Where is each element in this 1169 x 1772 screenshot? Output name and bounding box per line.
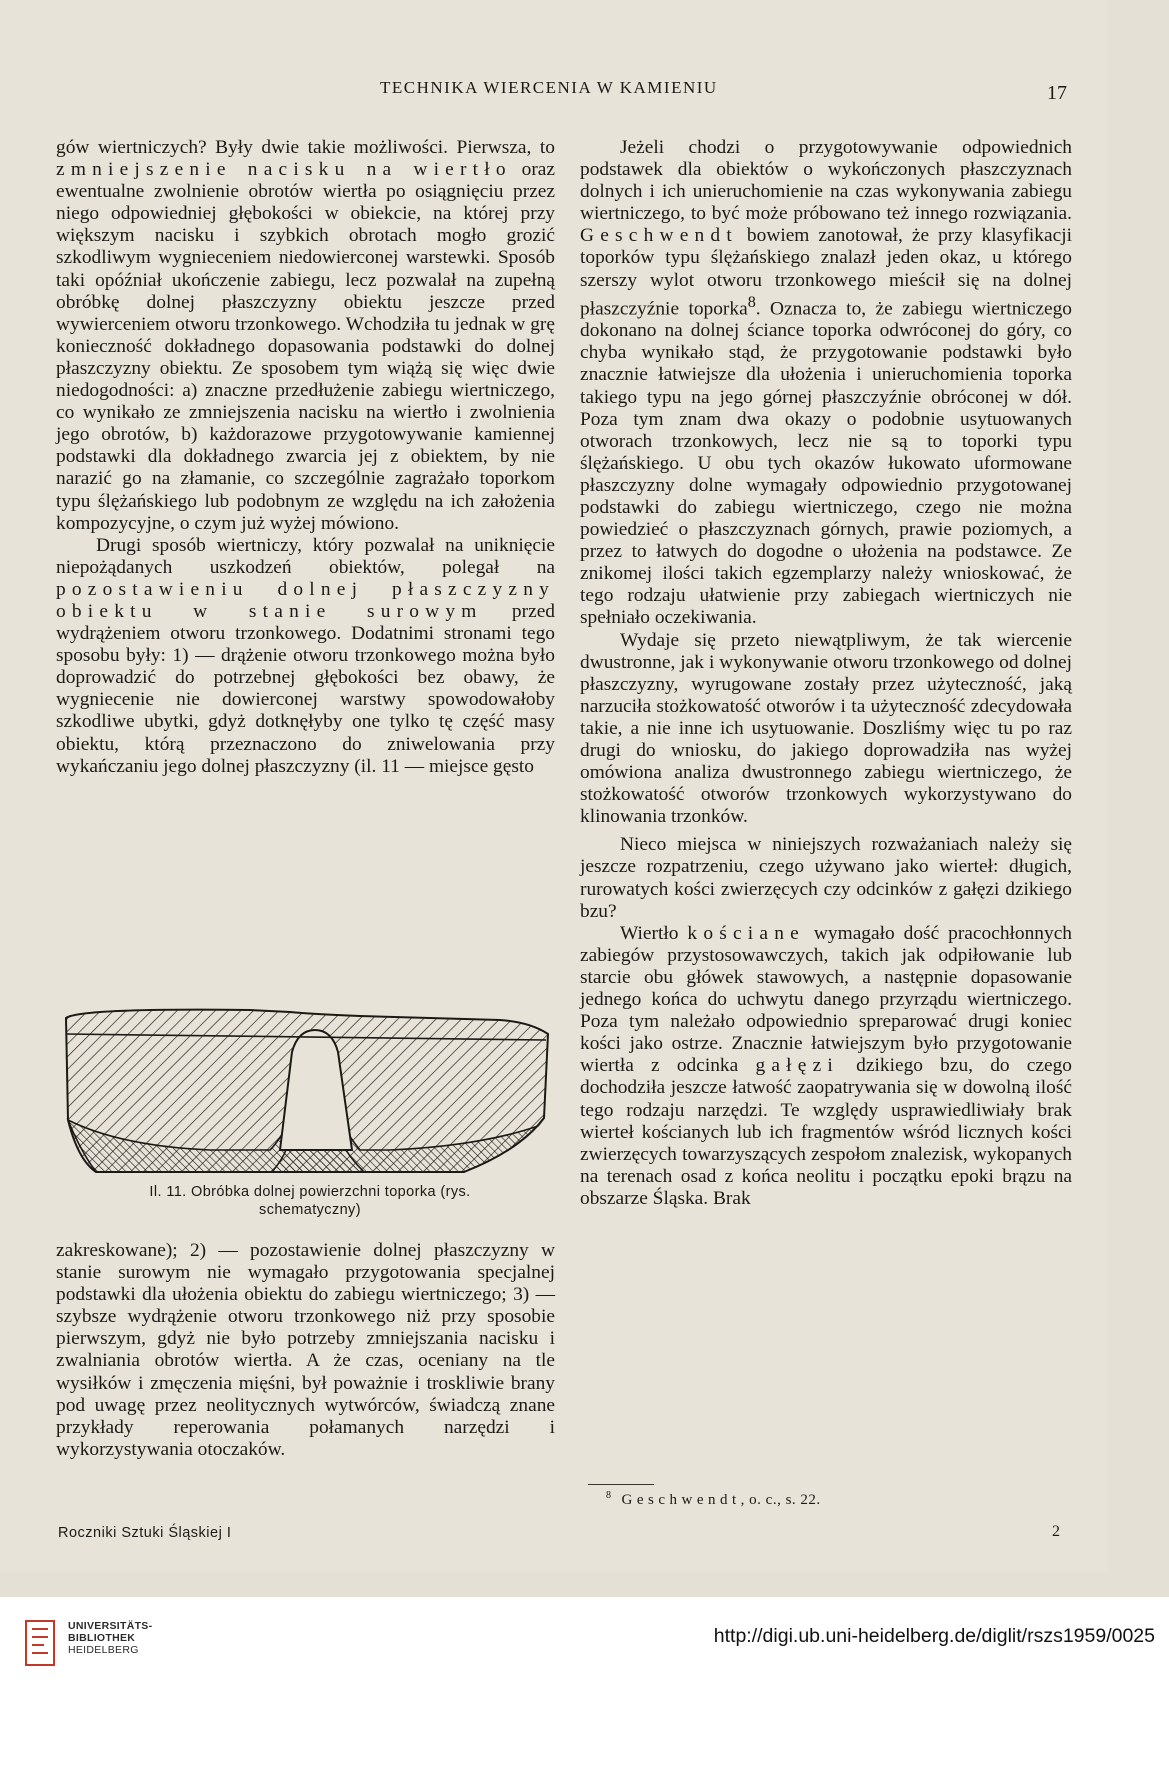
- text-run: Nieco miejsca w niniejszych rozważaniach należy się jeszcze rozpatrzeniu, czego używano jako wierteł: długich, rurowatych kości zwierzęcych czy odcinków z gałęzi dzikiego bzu?: [580, 834, 1072, 922]
- figure-caption: [62, 1183, 558, 1219]
- sheet-signature: 2: [1052, 1523, 1060, 1540]
- spaced-emphasis: zmniejszenie nacisku na wiertło: [56, 159, 512, 181]
- caption-line-2: schematyczny): [259, 1202, 361, 1218]
- caption-line-1: Il. 11. Obróbka dolnej powierzchni toporka (rys.: [149, 1184, 471, 1200]
- text-run: Jeżeli chodzi o przygotowywanie odpowiednich podstawek dla obiektów o wykończonych płaszczyznach dolnych i ich unieruchomienie na czas wykonywania zabiegu wiertniczego, to być może próbowano też innego rozwiązania.: [580, 137, 1072, 225]
- journal-footer: Roczniki Sztuki Śląskiej I: [58, 1525, 232, 1541]
- text-run: gów wiertniczych? Były dwie takie możliwości. Pierwsza, to: [56, 137, 555, 158]
- text-run: przed wydrążeniem otworu trzonkowego. Dodatnimi stronami tego sposobu były: 1) — drążenie otworu trzonkowego można było doprowadzić do potrzebnej głębokości bez obawy, że wygniecenie nie dowierconej warstwy spowodowałoby szkodliwe ubytki, gdyż dotknęłyby one tylko tę część masy obiektu, którą przeznaczono do zniwelowania przy wykańczaniu jego dolnej płaszczyzny (il. 11 — miejsce gęsto: [56, 600, 555, 777]
- paragraph: [56, 535, 555, 778]
- paragraph: [580, 137, 1072, 630]
- footnote-rule: [588, 1484, 654, 1485]
- library-name: [68, 1620, 152, 1656]
- library-line-2: BIBLIOTHEK: [68, 1632, 136, 1644]
- running-head: TECHNIKA WIERCENIA W KAMIENIU: [380, 78, 718, 97]
- library-logo-icon: [22, 1617, 58, 1669]
- text-run: Drugi sposób wiertniczy, który pozwalał na uniknięcie niepożądanych uszkodzeń obiektów, polegał na: [56, 534, 555, 578]
- digitization-footer: [0, 1597, 1169, 1772]
- footnote: [606, 1490, 821, 1509]
- paragraph: [56, 137, 555, 535]
- spaced-emphasis: gałęzi: [755, 1055, 839, 1077]
- footnote-number: 8: [606, 1490, 612, 1501]
- source-url-link[interactable]: http://digi.ub.uni-heidelberg.de/diglit/rszs1959/0025: [713, 1625, 1155, 1647]
- text-run: wymagało dość pracochłonnych zabiegów przystosowawczych, takich jak odpiłowanie lub starcie obu główek stawowych, a następnie dopasowanie jednego końca do uchwytu danego przyrządu wiertniczego. Poza tym należało odpowiednio spreparować drugi koniec kości jako ostrze. Znacznie łatwiejszym było przygotowanie wiertła z odcinka: [580, 922, 1072, 1077]
- page-number: 17: [1047, 82, 1067, 104]
- text-run: Wiertło: [620, 922, 688, 944]
- left-column-bottom: [56, 1240, 555, 1461]
- text-run: Wydaje się przeto niewątpliwym, że tak wiercenie dwustronne, jak i wykonywanie otworu trzonkowego od dolnej płaszczyzny, wyrugowane zostały przez użyteczność, jaką narzuciła stożkowatość otworów i ta użyteczność zdecydowała takie, a nie inne ich usytuowanie. Doszliśmy więc tu po raz drugi do wniosku, do jakiego doprowadziła nas wyżej omówiona analiza dwustronnego zabiegu wiertniczego, że stożkowatość otworów trzonkowych wykorzystywano do klinowania trzonków.: [580, 629, 1072, 828]
- text-run: dzikiego bzu, do czego dochodziła jeszcze łatwość zaopatrywania się w dowolną ilość tego rodzaju narzędzi. Te względy usprawiedliwiały brak wierteł kościanych lub ich fragmentów wśród licznych kości zwierzęcych towarzyszących zespołom znalezisk, wykopanych na terenach osad z końca neolitu i początku epoki brązu na obszarze Śląska. Brak: [580, 1055, 1073, 1209]
- spaced-emphasis: Geschwendt: [580, 225, 738, 247]
- text-run: . Oznacza to, że zabiegu wiertniczego dokonano na dolnej ściance toporka odwróconej do góry, co chyba wynikało stąd, że przygotowanie podstawki było znacznie łatwiejsze dla ułożenia i unieruchomienia toporka takiego typu na jego górnej płaszczyźnie obróconej w dół. Poza tym znam dwa okazy o podobnie usytuowanych otworach trzonkowych, lecz nie są to toporki typu ślężańskiego. U obu tych okazów łukowato uformowane płaszczyzny dolne wymagały odpowiednio przygotowanej podstawki do zabiegu wiertniczego, czego nie można powiedzieć o płaszczyznach górnych, prawie poziomych, a przez to łatwych do dogodne o ułożenia na podstawce. Ze znikomej ilości takich egzemplarzy należy wnioskować, że tego rodzaju ułatwienie przy zabiegach wiertniczych nie spełniało oczekiwania.: [580, 298, 1072, 629]
- figure-illustration: [60, 1000, 555, 1178]
- paragraph: [56, 1240, 555, 1461]
- paragraph: [580, 834, 1072, 922]
- footnote-author: Geschwendt: [621, 1492, 741, 1508]
- library-line-1: UNIVERSITÄTS-: [68, 1620, 153, 1632]
- text-run: bowiem zanotował, że przy klasyfikacji toporków typu ślężańskiego znalazł jeden okaz, u którego szerszy wylot otworu trzonkowego mieścił się na dolnej płaszczyźnie toporka: [580, 225, 1072, 320]
- paragraph: [580, 630, 1072, 829]
- spaced-emphasis: pozostawieniu dolnej płaszczyzny obiektu w stanie surowym: [56, 578, 555, 622]
- library-line-3: HEIDELBERG: [68, 1644, 139, 1656]
- text-run: zakreskowane); 2) — pozostawienie dolnej płaszczyzny w stanie surowym nie wymagało przygotowania specjalnej podstawki dla ułożenia obiektu do zabiegu wiertniczego; 3) — szybsze wydrążenie otworu trzonkowego niż przy sposobie pierwszym, gdyż nie było potrzeby zmniejszania nacisku i zwalniania obrotów wiertła. A że czas, oceniany na tle wysiłków i zmęczenia mięśni, był poważnie i troskliwie brany pod uwagę przez neolitycznych wytwórców, świadczą znane przykłady reperowania połamanych narzędzi i wykorzystywania otoczaków.: [56, 1240, 555, 1460]
- spaced-emphasis: kościane: [687, 922, 805, 944]
- paragraph: [580, 923, 1072, 1210]
- left-column-top: [56, 137, 555, 778]
- footnote-text: , o. c., s. 22.: [740, 1492, 821, 1508]
- text-run: oraz ewentualne zwolnienie obrotów wiertła po osiągnięciu przez niego odpowiedniej głębokości w obiekcie, na której przy większym nacisku i szybkich obrotach mogło grozić szkodliwym wygnieceniem niedowierconej warstewki. Sposób taki opóźniał ukończenie zabiegu, lecz pozwalał na zupełną obróbkę dolnej płaszczyzny obiektu jeszcze przed wywierceniem otworu trzonkowego. Wchodziła tu jednak w grę konieczność dokładnego dopasowania podstawki do dolnej płaszczyzny obiektu. Ze sposobem tym wiążą się więc dwie niedogodności: a) znaczne przedłużenie zabiegu wiertniczego, co wynikało ze zmniejszenia nacisku na wiertło i zwolnienia jego obrotów, b) każdorazowe przygotowywanie kamiennej podstawki dla dokładnego zwarcia jej z obiektem, by nie narazić go na złamanie, co szczególnie zagrażało toporkom typu ślężańskiego lub podobnym ze względu na ich założenia kompozycyjne, o czym już wyżej mówiono.: [56, 159, 555, 534]
- footnote-reference: 8: [747, 293, 756, 311]
- right-column: [580, 137, 1072, 1210]
